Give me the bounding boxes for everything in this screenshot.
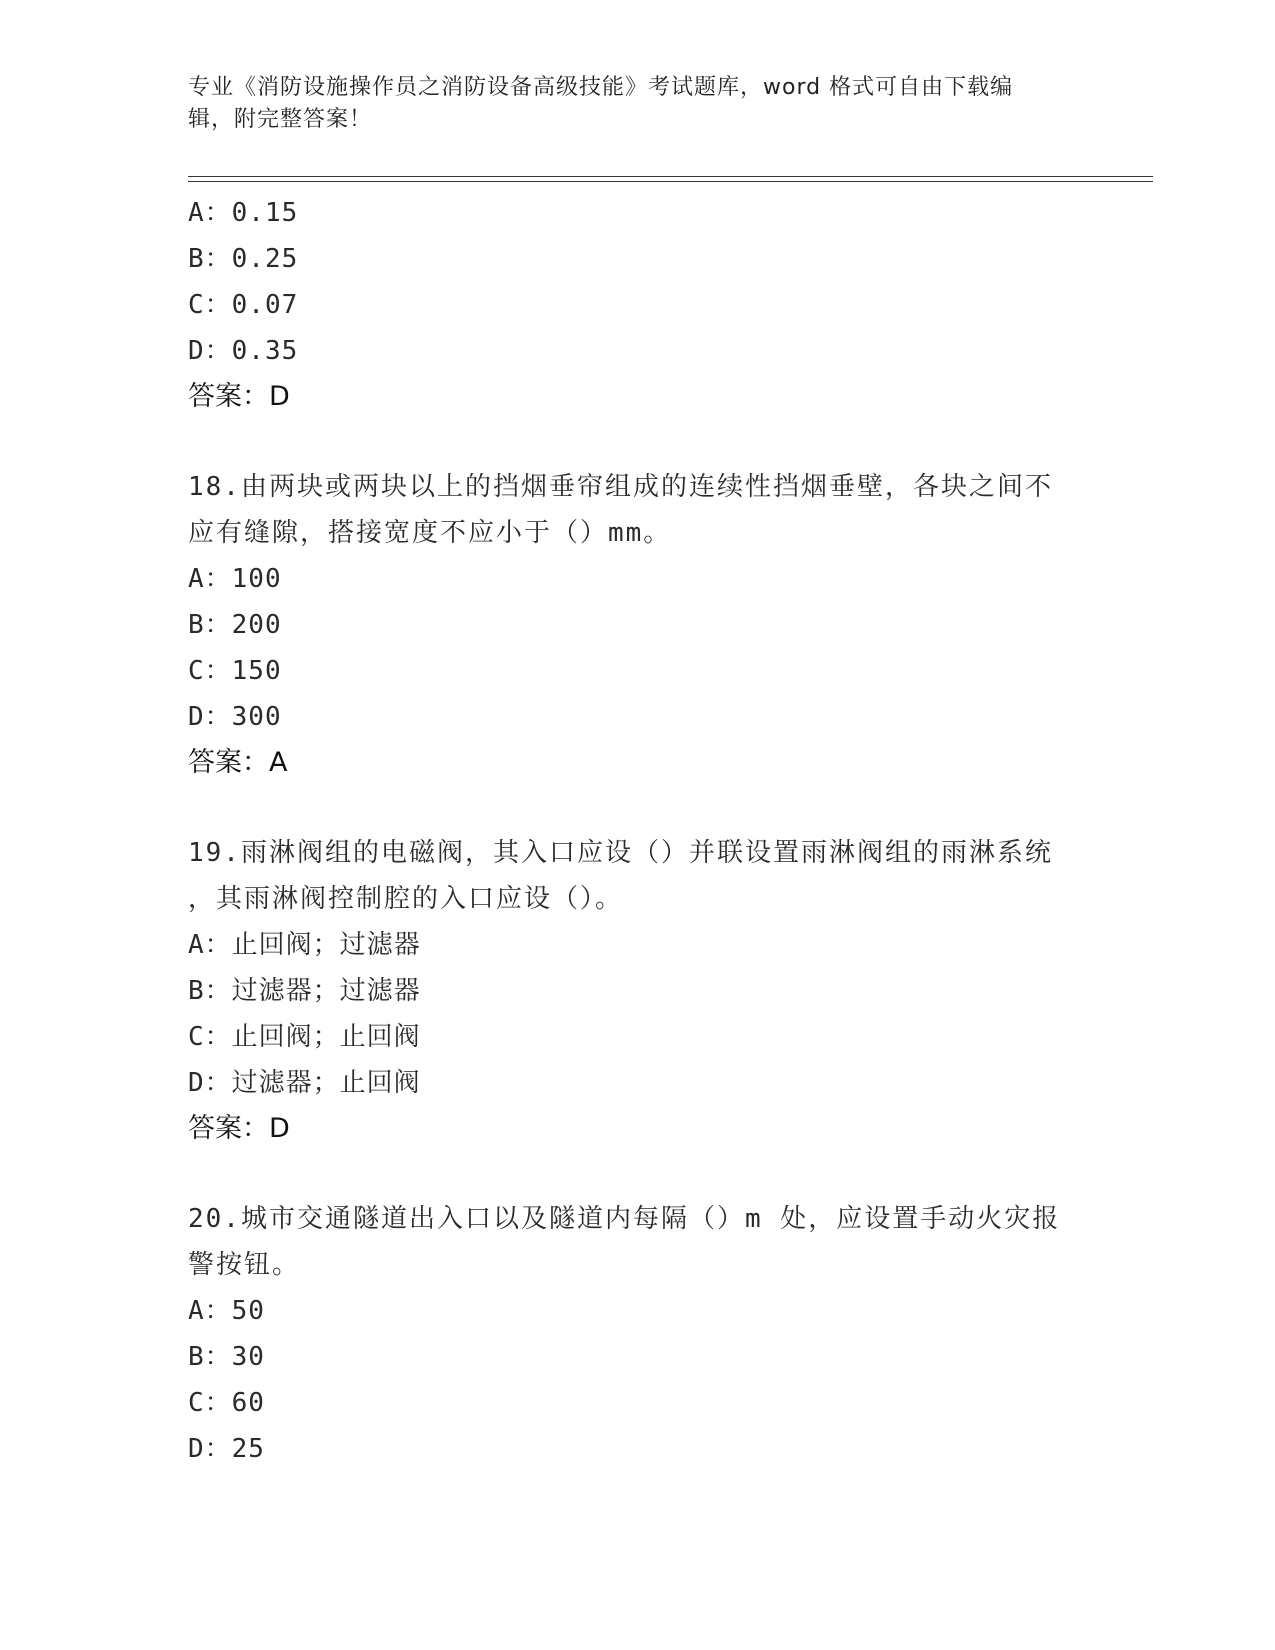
header-line-2: 辑，附完整答案！ [188, 107, 373, 132]
question-text-line-1: 20.城市交通隧道出入口以及隧道内每隔（）m 处，应设置手动火灾报 [188, 1204, 1061, 1234]
question-text-line-2: ，其雨淋阀控制腔的入口应设（）。 [188, 884, 624, 914]
option-c: C：60 [188, 1388, 265, 1418]
option-c: C：0.07 [188, 290, 299, 320]
option-c: C：150 [188, 656, 282, 686]
option-b: B：过滤器；过滤器 [188, 976, 421, 1006]
header-divider-bottom [188, 181, 1153, 182]
question-text-line-2: 应有缝隙，搭接宽度不应小于（）mm。 [188, 518, 672, 548]
question-text [188, 1196, 1088, 1288]
option-a: A：100 [188, 564, 282, 594]
option-a: A：50 [188, 1296, 265, 1326]
question-18 [188, 464, 1088, 786]
question-17-continued [188, 190, 1088, 420]
question-list [188, 190, 1088, 1472]
option-d: D：300 [188, 702, 282, 732]
option-b: B：30 [188, 1342, 265, 1372]
option-a: A：0.15 [188, 198, 299, 228]
answer-label: 答案：D [188, 381, 290, 412]
answer-label: 答案：A [188, 747, 288, 778]
option-c: C：止回阀；止回阀 [188, 1022, 421, 1052]
option-b: B：200 [188, 610, 282, 640]
option-a: A：止回阀；过滤器 [188, 930, 421, 960]
header-line-1: 专业《消防设施操作员之消防设备高级技能》考试题库，word 格式可自由下载编 [188, 75, 1014, 100]
option-d: D：25 [188, 1434, 265, 1464]
document-header [188, 72, 1088, 136]
question-19 [188, 830, 1088, 1152]
option-b: B：0.25 [188, 244, 299, 274]
question-text-line-2: 警按钮。 [188, 1250, 301, 1280]
answer-label: 答案：D [188, 1113, 290, 1144]
header-divider-top [188, 176, 1153, 177]
question-text-line-1: 18.由两块或两块以上的挡烟垂帘组成的连续性挡烟垂壁，各块之间不 [188, 472, 1053, 502]
question-20 [188, 1196, 1088, 1472]
question-text [188, 830, 1088, 922]
question-text [188, 464, 1088, 556]
question-text-line-1: 19.雨淋阀组的电磁阀，其入口应设（）并联设置雨淋阀组的雨淋系统 [188, 838, 1053, 868]
option-d: D：0.35 [188, 336, 299, 366]
option-d: D：过滤器；止回阀 [188, 1068, 421, 1098]
